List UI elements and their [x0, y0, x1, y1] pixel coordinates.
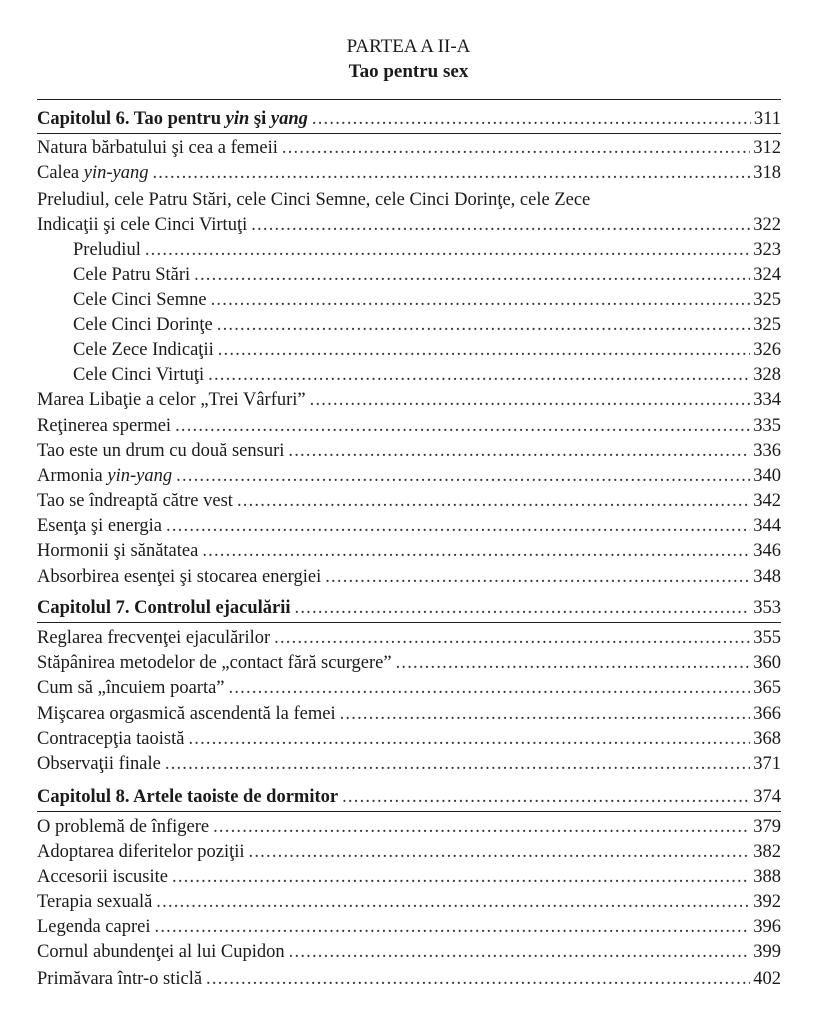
toc-chapter-8 — [37, 785, 781, 809]
toc-page-number: 402 — [753, 969, 781, 989]
toc-entry — [37, 752, 781, 776]
toc-entry-title: Preludiul, cele Patru Stări, cele Cinci Semne, cele Cinci Dorinţe, cele Zece — [37, 190, 591, 210]
dot-leader — [295, 596, 751, 620]
toc-entry — [37, 890, 781, 914]
dot-leader — [175, 414, 750, 438]
dot-leader — [312, 107, 751, 131]
toc-page-number: 325 — [753, 315, 781, 335]
dot-leader — [176, 464, 750, 488]
toc-page-number: 312 — [753, 138, 781, 158]
dot-leader — [325, 565, 750, 589]
toc-chapter-7 — [37, 596, 781, 620]
dot-leader — [213, 815, 750, 839]
toc-entry — [37, 539, 781, 563]
toc-page-number: 311 — [753, 109, 781, 129]
toc-page-number: 365 — [753, 678, 781, 698]
toc-entry-title: Cele Patru Stări — [73, 265, 191, 285]
dot-leader — [206, 967, 750, 991]
toc-entry — [37, 388, 781, 412]
toc-entry — [37, 840, 781, 864]
toc-entry-title: Terapia sexuală — [37, 892, 153, 912]
dot-leader — [202, 539, 750, 563]
toc-page-number: 379 — [753, 817, 781, 837]
dot-leader — [340, 702, 751, 726]
toc-subentry — [73, 338, 781, 362]
toc-page-number: 342 — [753, 491, 781, 511]
toc-subentry — [73, 288, 781, 312]
dot-leader — [282, 136, 750, 160]
toc-page-number: 360 — [753, 653, 781, 673]
chapter-divider — [37, 133, 781, 134]
toc-entry-title: Cum să „încuiem poarta” — [37, 678, 225, 698]
toc-page-number: 366 — [753, 704, 781, 724]
dot-leader — [310, 388, 751, 412]
toc-entry-title: Observaţii finale — [37, 754, 161, 774]
dot-leader — [166, 514, 750, 538]
toc-entry-title: Cele Cinci Semne — [73, 290, 207, 310]
dot-leader — [172, 865, 750, 889]
toc-page-number: 344 — [753, 516, 781, 536]
toc-entry-title: Capitolul 7. Controlul ejaculării — [37, 598, 291, 618]
toc-entry — [37, 489, 781, 513]
toc-entry-title: Stăpânirea metodelor de „contact fără scurgere” — [37, 653, 392, 673]
dot-leader — [289, 940, 751, 964]
dot-leader — [237, 489, 750, 513]
toc-entry-title: Legenda caprei — [37, 917, 151, 937]
dot-leader — [251, 213, 750, 237]
toc-entry-title: Absorbirea esenţei şi stocarea energiei — [37, 567, 322, 587]
toc-entry-title: Indicaţii şi cele Cinci Virtuţi — [37, 215, 248, 235]
toc-page-number: 368 — [753, 729, 781, 749]
toc-entry-title: O problemă de înfigere — [37, 817, 210, 837]
toc-entry-title: Primăvara într-o sticlă — [37, 969, 203, 989]
toc-entry-title: Cornul abundenţei al lui Cupidon — [37, 942, 285, 962]
chapter-divider — [37, 811, 781, 812]
toc-entry-title: Reţinerea spermei — [37, 416, 172, 436]
toc-entry-title: Cele Cinci Dorinţe — [73, 315, 213, 335]
toc-entry — [37, 967, 781, 991]
dot-leader — [152, 161, 750, 185]
toc-page-number: 324 — [753, 265, 781, 285]
toc-entry-title: Tao se îndreaptă către vest — [37, 491, 233, 511]
toc-entry — [37, 940, 781, 964]
toc-entry-title: Contracepţia taoistă — [37, 729, 185, 749]
toc-page-number: 318 — [753, 163, 781, 183]
toc-page-number: 322 — [753, 215, 781, 235]
toc-entry — [37, 136, 781, 160]
dot-leader — [229, 676, 751, 700]
toc-page-number: 353 — [753, 598, 781, 618]
toc-entry — [37, 626, 781, 650]
toc-entry-title: Capitolul 8. Artele taoiste de dormitor — [37, 787, 339, 807]
dot-leader — [194, 263, 750, 287]
toc-entry-title: Marea Libaţie a celor „Trei Vârfuri” — [37, 390, 306, 410]
toc-entry-title: Cele Cinci Virtuţi — [73, 365, 205, 385]
part-title: Tao pentru sex — [348, 61, 469, 82]
toc-page-number: 323 — [753, 240, 781, 260]
dot-leader — [396, 651, 751, 675]
toc-entry — [37, 676, 781, 700]
top-divider — [37, 99, 781, 100]
toc-chapter-6 — [37, 107, 781, 131]
toc-entry — [37, 815, 781, 839]
toc-page-number: 336 — [753, 441, 781, 461]
toc-entry — [37, 414, 781, 438]
toc-entry-title: Mişcarea orgasmică ascendentă la femei — [37, 704, 336, 724]
dot-leader — [155, 915, 751, 939]
dot-leader — [218, 338, 751, 362]
toc-page-number: 340 — [753, 466, 781, 486]
dot-leader — [188, 727, 750, 751]
toc-page-number: 335 — [753, 416, 781, 436]
toc-page-number: 326 — [753, 340, 781, 360]
toc-entry — [37, 514, 781, 538]
toc-entry-title: Cele Zece Indicaţii — [73, 340, 214, 360]
toc-page-number: 374 — [753, 787, 781, 807]
toc-entry — [37, 865, 781, 889]
toc-page-number: 355 — [753, 628, 781, 648]
toc-subentry — [73, 313, 781, 337]
dot-leader — [165, 752, 750, 776]
toc-entry-title: Accesorii iscusite — [37, 867, 168, 887]
toc-page-number: 346 — [753, 541, 781, 561]
toc-entry — [37, 213, 781, 237]
toc-entry-title: Reglarea frecvenţei ejaculărilor — [37, 628, 271, 648]
toc-entry — [37, 161, 781, 185]
toc-page-number: 328 — [753, 365, 781, 385]
toc-entry-title: Adoptarea diferitelor poziţii — [37, 842, 245, 862]
toc-entry — [37, 565, 781, 589]
toc-page-number: 334 — [753, 390, 781, 410]
toc-page-number: 325 — [753, 290, 781, 310]
toc-entry — [37, 915, 781, 939]
dot-leader — [156, 890, 750, 914]
toc-entry — [37, 702, 781, 726]
dot-leader — [288, 439, 750, 463]
toc-subentry — [73, 363, 781, 387]
toc-entry-title: Tao este un drum cu două sensuri — [37, 441, 285, 461]
toc-entry-title: Hormonii şi sănătatea — [37, 541, 199, 561]
toc-entry-title: Natura bărbatului şi cea a femeii — [37, 138, 278, 158]
toc-entry-title: Esenţa şi energia — [37, 516, 163, 536]
toc-entry-title: Preludiul — [73, 240, 141, 260]
dot-leader — [208, 363, 750, 387]
dot-leader — [342, 785, 750, 809]
toc-page-number: 371 — [753, 754, 781, 774]
toc-subentry — [73, 263, 781, 287]
toc-page-number: 388 — [753, 867, 781, 887]
dot-leader — [249, 840, 751, 864]
toc-page-number: 348 — [753, 567, 781, 587]
toc-page-number: 392 — [753, 892, 781, 912]
toc-entry-title: Calea yin-yang — [37, 163, 149, 183]
toc-page-number: 382 — [753, 842, 781, 862]
dot-leader — [274, 626, 750, 650]
toc-entry — [37, 727, 781, 751]
toc-entry-line-1 — [37, 188, 781, 212]
part-label: PARTEA A II-A — [346, 36, 471, 57]
toc-entry — [37, 439, 781, 463]
dot-leader — [211, 288, 751, 312]
chapter-divider — [37, 622, 781, 623]
toc-entry-title: Capitolul 6. Tao pentru yin şi yang — [37, 109, 308, 129]
toc-subentry — [73, 238, 781, 262]
toc-page-number: 399 — [753, 942, 781, 962]
toc-page-number: 396 — [753, 917, 781, 937]
dot-leader — [145, 238, 750, 262]
toc-entry — [37, 464, 781, 488]
toc-entry — [37, 651, 781, 675]
dot-leader — [217, 313, 751, 337]
toc-entry-title: Armonia yin-yang — [37, 466, 173, 486]
